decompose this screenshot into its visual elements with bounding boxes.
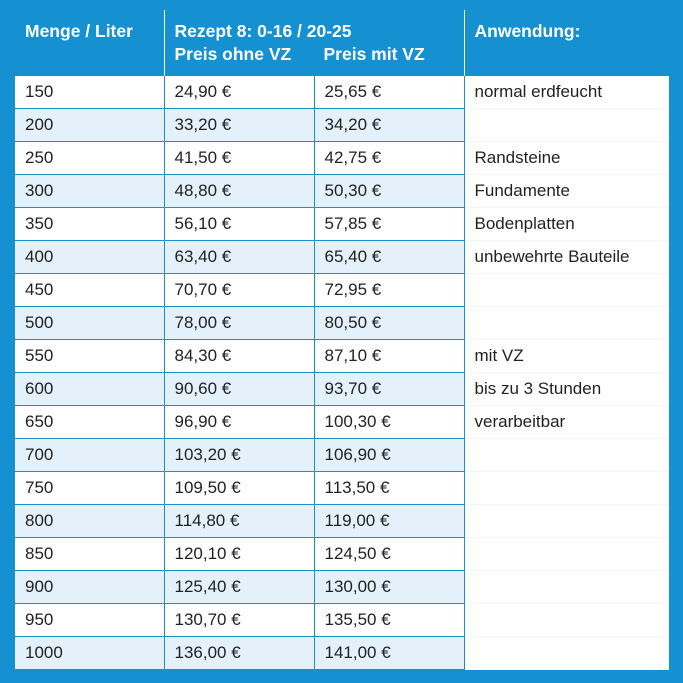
table-header-row xyxy=(15,10,669,76)
cell-price-with-vz: 124,50 € xyxy=(314,538,464,571)
cell-price-with-vz: 141,00 € xyxy=(314,637,464,670)
cell-quantity: 400 xyxy=(15,241,164,274)
table-row xyxy=(15,538,669,571)
cell-usage xyxy=(464,505,669,538)
header-usage-label: Anwendung: xyxy=(474,21,581,41)
cell-usage: verarbeitbar xyxy=(464,406,669,439)
cell-price-with-vz: 135,50 € xyxy=(314,604,464,637)
table-row xyxy=(15,241,669,274)
cell-usage: Randsteine xyxy=(464,142,669,175)
table-row xyxy=(15,175,669,208)
cell-quantity: 350 xyxy=(15,208,164,241)
cell-usage: normal erdfeucht xyxy=(464,76,669,109)
cell-usage: unbewehrte Bauteile xyxy=(464,241,669,274)
cell-usage xyxy=(464,571,669,604)
cell-price-without-vz: 109,50 € xyxy=(164,472,314,505)
cell-price-without-vz: 78,00 € xyxy=(164,307,314,340)
cell-price-without-vz: 41,50 € xyxy=(164,142,314,175)
cell-price-without-vz: 103,20 € xyxy=(164,439,314,472)
header-recipe-title: Rezept 8: 0-16 / 20-25 xyxy=(174,21,352,41)
cell-price-with-vz: 25,65 € xyxy=(314,76,464,109)
cell-price-with-vz: 106,90 € xyxy=(314,439,464,472)
cell-quantity: 1000 xyxy=(15,637,164,670)
cell-price-with-vz: 93,70 € xyxy=(314,373,464,406)
cell-price-without-vz: 48,80 € xyxy=(164,175,314,208)
cell-usage xyxy=(464,307,669,340)
cell-quantity: 950 xyxy=(15,604,164,637)
cell-price-with-vz: 50,30 € xyxy=(314,175,464,208)
cell-price-with-vz: 130,00 € xyxy=(314,571,464,604)
header-price-with-vz: Preis mit VZ xyxy=(323,44,425,64)
cell-price-without-vz: 125,40 € xyxy=(164,571,314,604)
cell-price-with-vz: 57,85 € xyxy=(314,208,464,241)
cell-quantity: 600 xyxy=(15,373,164,406)
table-row xyxy=(15,604,669,637)
table-row xyxy=(15,340,669,373)
cell-usage xyxy=(464,538,669,571)
table-row xyxy=(15,307,669,340)
cell-usage xyxy=(464,274,669,307)
header-usage xyxy=(464,10,669,76)
cell-price-without-vz: 136,00 € xyxy=(164,637,314,670)
cell-usage xyxy=(464,439,669,472)
cell-price-with-vz: 34,20 € xyxy=(314,109,464,142)
cell-quantity: 900 xyxy=(15,571,164,604)
table-row xyxy=(15,109,669,142)
cell-price-with-vz: 65,40 € xyxy=(314,241,464,274)
cell-quantity: 250 xyxy=(15,142,164,175)
cell-usage: Fundamente xyxy=(464,175,669,208)
cell-price-without-vz: 84,30 € xyxy=(164,340,314,373)
cell-usage xyxy=(464,472,669,505)
header-recipe xyxy=(164,10,464,76)
cell-usage: Bodenplatten xyxy=(464,208,669,241)
cell-usage xyxy=(464,637,669,670)
cell-price-without-vz: 24,90 € xyxy=(164,76,314,109)
table-row xyxy=(15,142,669,175)
cell-price-with-vz: 119,00 € xyxy=(314,505,464,538)
table-row xyxy=(15,439,669,472)
table-row xyxy=(15,505,669,538)
cell-quantity: 150 xyxy=(15,76,164,109)
cell-price-with-vz: 80,50 € xyxy=(314,307,464,340)
cell-usage xyxy=(464,604,669,637)
cell-usage: mit VZ xyxy=(464,340,669,373)
cell-quantity: 700 xyxy=(15,439,164,472)
cell-usage: bis zu 3 Stunden xyxy=(464,373,669,406)
table-row xyxy=(15,406,669,439)
cell-quantity: 850 xyxy=(15,538,164,571)
cell-quantity: 500 xyxy=(15,307,164,340)
cell-price-with-vz: 100,30 € xyxy=(314,406,464,439)
table-row xyxy=(15,571,669,604)
table-row xyxy=(15,76,669,109)
cell-price-with-vz: 42,75 € xyxy=(314,142,464,175)
table-row xyxy=(15,208,669,241)
cell-price-without-vz: 114,80 € xyxy=(164,505,314,538)
cell-price-without-vz: 56,10 € xyxy=(164,208,314,241)
cell-usage xyxy=(464,109,669,142)
cell-price-without-vz: 90,60 € xyxy=(164,373,314,406)
table-row xyxy=(15,274,669,307)
cell-price-without-vz: 33,20 € xyxy=(164,109,314,142)
table-row xyxy=(15,637,669,670)
cell-price-with-vz: 72,95 € xyxy=(314,274,464,307)
cell-quantity: 300 xyxy=(15,175,164,208)
cell-quantity: 200 xyxy=(15,109,164,142)
table-row xyxy=(15,472,669,505)
cell-quantity: 550 xyxy=(15,340,164,373)
header-quantity-label: Menge / Liter xyxy=(25,21,133,41)
cell-quantity: 450 xyxy=(15,274,164,307)
cell-quantity: 650 xyxy=(15,406,164,439)
price-table xyxy=(15,10,669,670)
cell-price-without-vz: 70,70 € xyxy=(164,274,314,307)
cell-quantity: 800 xyxy=(15,505,164,538)
cell-quantity: 750 xyxy=(15,472,164,505)
cell-price-with-vz: 113,50 € xyxy=(314,472,464,505)
cell-price-without-vz: 96,90 € xyxy=(164,406,314,439)
table-row xyxy=(15,373,669,406)
cell-price-with-vz: 87,10 € xyxy=(314,340,464,373)
cell-price-without-vz: 120,10 € xyxy=(164,538,314,571)
cell-price-without-vz: 63,40 € xyxy=(164,241,314,274)
cell-price-without-vz: 130,70 € xyxy=(164,604,314,637)
header-price-without-vz: Preis ohne VZ xyxy=(174,44,292,64)
header-quantity xyxy=(15,10,164,76)
